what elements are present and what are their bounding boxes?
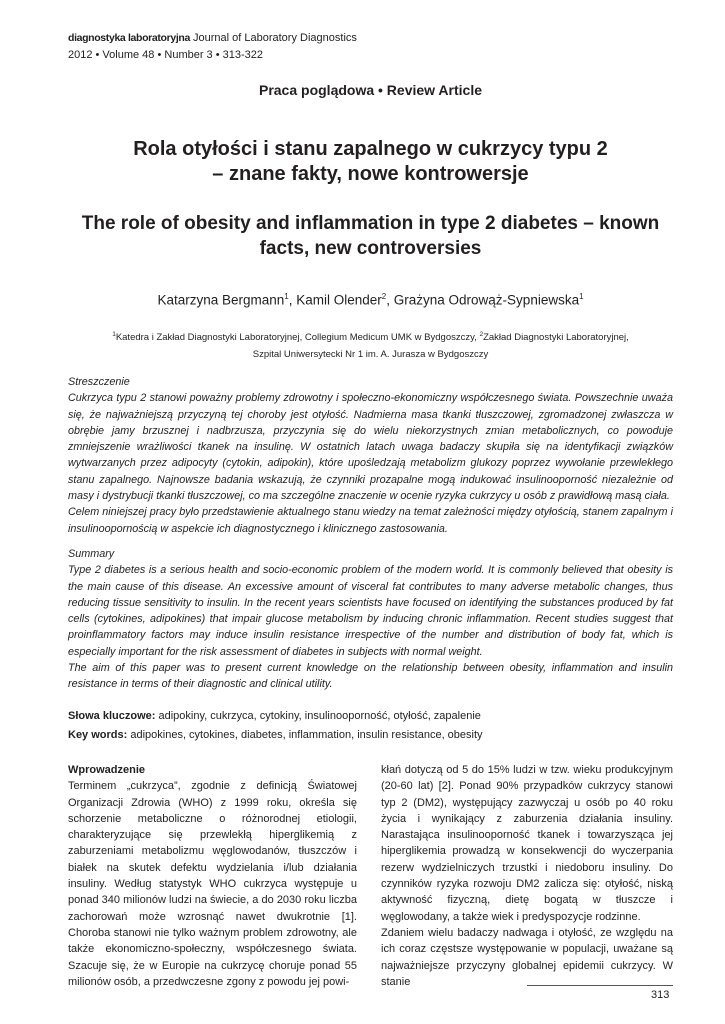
abstract-polish-paragraph-1: Cukrzyca typu 2 stanowi poważny problemy zdrowotny i społeczno-ekonomiczny współczesnego świata. Powszechnie uważa się, że najważniejszą przyczyną tej choroby jest otyłość. Nadmierna masa tkanki tłuszczowej, zgromadzonej zwłaszcza w obrębie jamy brzusznej i nadbrzusza, przyczynia się do wielu niekorzystnych zmian metabolicznych, co powoduje zmniejszenie wrażliwości tkanek na insulinę. W ostatnich latach uwaga badaczy skupiła się na identyfikacji związków wytwarzanych przez adipocyty (cytokin, adipokin), które upośledzają metabolizm glukozy poprzez wywołanie przewlekłego stanu zapalnego. Najnowsze badania wskazują, że czynniki prozapalne mogą indukować insulinooporność niezależnie od masy i dystrybucji tkanki tłuszczowej, co ma szczególne znaczenie w ocenie ryzyka cukrzycy u osób z prawidłową masą ciała. [68, 392, 673, 503]
article-type: Praca poglądowa • Review Article [258, 82, 482, 98]
keywords-english-label: Key words: [68, 729, 128, 741]
abstract-english [68, 546, 673, 693]
affiliation-marker-2: 2 [479, 331, 484, 338]
affiliation-text-2: Zakład Diagnostyki Laboratoryjnej, [483, 332, 629, 344]
title-polish-line-2: – znane fakty, nowe kontrowersje [212, 163, 529, 185]
title-english-line-2: facts, new controversies [259, 238, 482, 259]
author-odrowaz-sypniewska: Grażyna Odrowąż-Sypniewska [393, 292, 580, 308]
author-list [0, 292, 725, 308]
page-number: 313 [651, 989, 670, 1001]
author-odrowaz-sypniewska-affil: 1 [579, 292, 584, 301]
affiliation-marker-1: 1 [112, 331, 116, 338]
keywords-polish-label: Słowa kluczowe: [68, 710, 156, 722]
author-separator: , [386, 292, 394, 308]
keywords-polish-text: adipokiny, cukrzyca, cytokiny, insulinooporność, otyłość, zapalenie [155, 710, 481, 722]
section-heading: Wprowadzenie [68, 764, 146, 776]
abstract-polish [68, 374, 673, 537]
body-paragraph-2: kłań dotyczą od 5 do 15% ludzi w tzw. wieku produkcyjnym (20-60 lat) [2]. Ponad 90% przypadków cukrzycy stanowi typ 2 (DM2), występujący zazwyczaj u osób po 40 roku życia i wynikający z zaburzenia działania insuliny. Narastająca insulinooporność tkanek i towarzysząca jej hiperglikemia prowadzą w konsekwencji do wyczerpania rezerw wydzielniczych trzustki i niedoboru insuliny. Do czynników ryzyka rozwoju DM2 zalicza się: otyłość, niską aktywność fizyczną, dietę bogatą w tłuszcze i węglowodany, a także wiek i predyspozycje rodzinne. [381, 764, 673, 923]
abstract-english-paragraph-2: The aim of this paper was to present current knowledge on the relationship between obesity, inflammation and insulin resistance in terms of their diagnostic and clinical utility. [68, 662, 673, 691]
abstract-polish-paragraph-2: Celem niniejszej pracy było przedstawienie aktualnego stanu wiedzy na temat zależności między otyłością, stanem zapalnym i insulinoopornością w aspekcie ich diagnostycznego i klinicznego zastosowania. [68, 506, 673, 535]
keywords-polish [68, 709, 481, 724]
affiliations [100, 326, 641, 363]
journal-header [68, 31, 357, 46]
affiliation-line-2: Szpital Uniwersytecki Nr 1 im. A. Jurasza w Bydgoszczy [252, 349, 489, 361]
body-column-left [68, 762, 357, 990]
affiliation-text-1: Katedra i Zakład Diagnostyki Laboratoryjnej, Collegium Medicum UMK w Bydgoszczy, [115, 332, 480, 344]
author-separator: , [288, 292, 297, 308]
title-polish [90, 137, 651, 187]
footer-rule [527, 985, 673, 986]
keywords-english-text: adipokines, cytokines, diabetes, inflammation, insulin resistance, obesity [127, 729, 483, 741]
body-column-right [381, 762, 673, 990]
abstract-polish-heading: Streszczenie [68, 376, 130, 388]
author-bergmann: Katarzyna Bergmann [157, 292, 285, 308]
title-english [70, 211, 671, 261]
abstract-english-paragraph-1: Type 2 diabetes is a serious health and socio-economic problem of the modern world. It is commonly believed that obesity is the main cause of this disease. An excessive amount of visceral fat contributes to many adverse metabolic changes, thus reducing tissue sensitivity to insulin. In the recent years scientists have focused on identifying the substances produced by fat cells (cytokines, adipokines) that impair glucose metabolism by inducing chronic inflammation. Recent studies suggest that proinflammatory factors may induce insulin resistance irrespective of the number and distribution of body fat, which is especially important for the risk assessment of diabetes in subjects with normal weight. [68, 564, 673, 658]
title-polish-line-1: Rola otyłości i stanu zapalnego w cukrzycy typu 2 [133, 138, 608, 160]
journal-name: Journal of Laboratory Diagnostics [193, 32, 357, 44]
title-english-line-1: The role of obesity and inflammation in type 2 diabetes – known [81, 213, 660, 234]
journal-brand: diagnostyka laboratoryjna [68, 32, 190, 44]
issue-info: 2012 • Volume 48 • Number 3 • 313-322 [68, 49, 264, 61]
author-bergmann-affil: 1 [284, 292, 289, 301]
author-olender-affil: 2 [381, 292, 387, 301]
affiliation-line-1 [100, 326, 641, 346]
abstract-english-heading: Summary [68, 548, 115, 560]
author-olender: Kamil Olender [296, 292, 382, 308]
keywords-english [68, 728, 483, 743]
body-paragraph-1: Terminem „cukrzyca”, zgodnie z definicją Światowej Organizacji Zdrowia (WHO) z 1999 roku, określa się schorzenie metaboliczne o różnorodnej etiologii, charakteryzujące się przewlekłą hiperglikemią z zaburzeniami metabolizmu węglowodanów, tłuszczów i białek na skutek defektu wydzielania i/lub działania insuliny. Według statystyk WHO cukrzyca występuje u ponad 340 milionów ludzi na świecie, a do 2030 roku liczba zachorowań może wzrosnąć nawet dwukrotnie [1]. Choroba stanowi nie tylko ważnym problem zdrowotny, ale także ekonomiczno-społeczny, współczesnego świata. Szacuje się, że w Europie na cukrzycę choruje ponad 55 milionów osób, a przedwczesne zgony z powodu jej powi- [68, 780, 357, 988]
body-paragraph-3: Zdaniem wielu badaczy nadwaga i otyłość, ze względu na ich coraz częstsze występowanie w populacji, uważane są najważniejsze przyczyny globalnej epidemii cukrzycy. W stanie [381, 926, 673, 988]
